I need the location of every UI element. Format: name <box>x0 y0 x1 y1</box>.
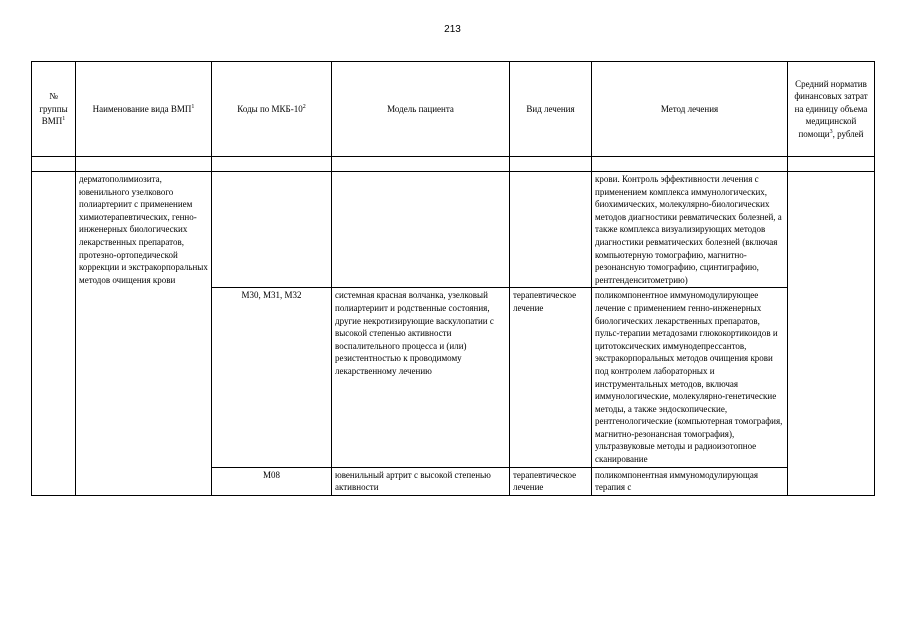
spacer-row <box>32 157 875 172</box>
method-cell: поликомпонентное иммуномодулирующее лечение с применением генно-инженерных биологических лекарственных препаратов, пульс-терапии метадозами глюкокортикоидов и цитотоксических иммунодепрессантов, экстракорпоральных методов очищения крови под контролем лабораторных и инструментальных методов, включая иммунологические, молекулярно-генетические методы, а также эндоскопические, рентгенологические (компьютерная томография, магнитно-резонансная томография), ультразвуковые методы и радиоизотопное сканирование <box>592 288 788 467</box>
header-vmp-name: Наименование вида ВМП$^1$ <box>76 62 212 157</box>
type-cell: терапевтическое лечение <box>510 288 592 467</box>
codes-cell: M30, M31, M32 <box>212 288 332 467</box>
model-cell <box>332 172 510 288</box>
table-row <box>32 172 875 288</box>
header-avg-cost: Средний норматив финансовых затрат на единицу объема медицинской помощи$^3$, рублей <box>788 62 875 157</box>
header-group-no: № группы ВМП$^1$ <box>32 62 76 157</box>
model-cell: системная красная волчанка, узелковый полиартериит и родственные состояния, другие некротизирующие васкулопатии с высокой степенью активности воспалительного процесса и (или) резистентностью к проводимому лекарственному лечению <box>332 288 510 467</box>
type-cell <box>510 172 592 288</box>
page-number: 213 <box>444 24 461 35</box>
header-treatment-method: Метод лечения <box>592 62 788 157</box>
codes-cell <box>212 172 332 288</box>
table-header-row <box>32 62 875 157</box>
method-cell: крови. Контроль эффективности лечения с применением комплекса иммунологических, биохимических, молекулярно-биологических методов диагностики ревматических болезней, а также комплекса визуализирующих методов диагностики ревматических болезней (включая компьютерную томографию, магнитно-резонансную томографию, сцинтиграфию, рентгенденситометрию) <box>592 172 788 288</box>
header-treatment-type: Вид лечения <box>510 62 592 157</box>
type-cell: терапевтическое лечение <box>510 467 592 495</box>
header-icd-codes: Коды по МКБ-$10^2$ <box>212 62 332 157</box>
method-cell: поликомпонентная иммуномодулирующая терапия с <box>592 467 788 495</box>
codes-cell: M08 <box>212 467 332 495</box>
avg-cost-cell <box>788 172 875 496</box>
vmp-table <box>31 61 875 496</box>
model-cell: ювенильный артрит с высокой степенью активности <box>332 467 510 495</box>
vmp-name-cell: дерматополимиозита, ювенильного узелкового полиартериит с применением химиотерапевтических, генно-инженерных биологических лекарственных препаратов, протезно-ортопедической коррекции и экстракорпоральных методов очищения крови <box>76 172 212 496</box>
group-no-cell <box>32 172 76 496</box>
header-patient-model: Модель пациента <box>332 62 510 157</box>
